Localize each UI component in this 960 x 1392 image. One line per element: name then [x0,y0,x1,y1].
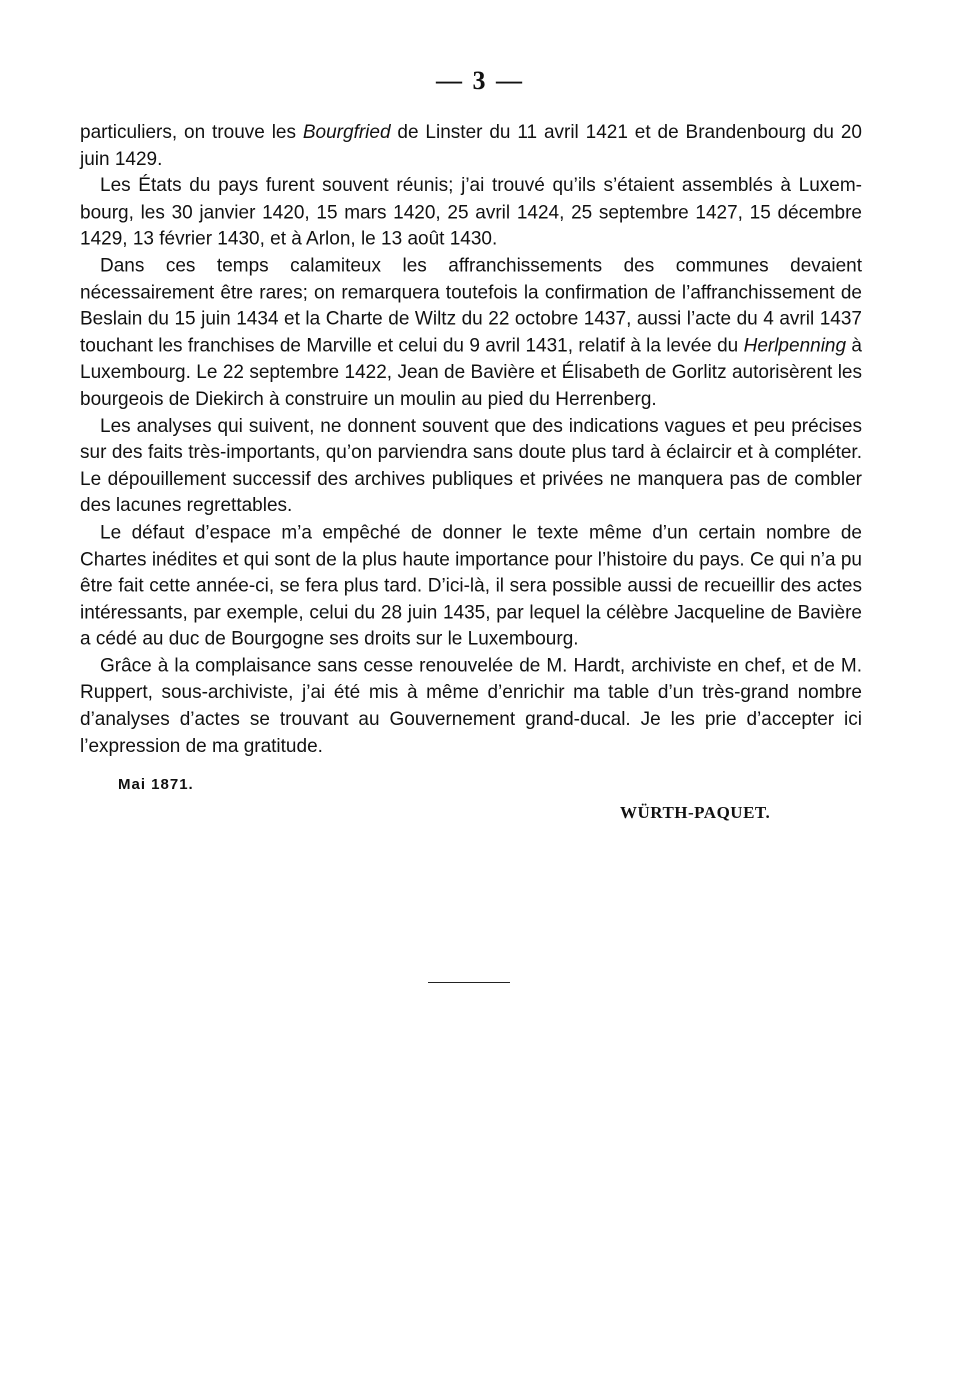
text-run: Dans ces temps calamiteux les affranchissements des communes devaient nécessairement être rares; on remarquera toutefois la confirmation de l’affranchissement de Beslain du 15 juin 1434 et la Charte de Wiltz du 22 octobre 1437, aussi l’acte du 4 avril 1437 touchant les franchises de Marville et celui du 9 avril 1431, relatif à la levée du [80,255,862,357]
paragraph-continuation [80,120,862,173]
dateline: Mai 1871. [118,776,194,793]
paragraph-chartes [80,520,862,653]
paragraph-affranchissements [80,253,862,413]
italic-term: Herlpenning [743,335,847,357]
text-run: Grâce à la complaisance sans cesse renouvelée de M. Hardt, archiviste en chef, et de M. Ruppert, sous-archiviste, j’ai été mis à même d’enrichir ma table d’un très-grand nombre d’analyses d’actes se trouvant au Gouvernement grand-ducal. Je les prie d’accepter ici l’expression de ma gratitude. [80,655,862,757]
body-text [80,120,862,760]
text-run: à Luxembourg. Le 22 septembre 1422, Jean de Bavière et Élisabeth de Gorlitz autorisèrent les bourgeois de Diekirch à construire un moulin au pied du Herrenberg. [80,335,862,410]
text-run: de Linster du 11 avril 1421 et de Brandenbourg du 20 juin 1429. [80,122,862,170]
closing-rule [428,982,510,983]
text-run: particuliers, on trouve les [80,122,303,144]
text-run: Les États du pays furent souvent réunis; j’ai trouvé qu’ils s’étaient assemblés à Luxem-bourg, les 30 janvier 1420, 15 mars 1420, 25 avril 1424, 25 septembre 1427, 15 décembre 1429, 13 février 1430, et à Arlon, le 13 août 1430. [80,175,862,250]
text-run: Le défaut d’espace m’a empêché de donner le texte même d’un certain nombre de Chartes inédites et qui sont de la plus haute importance pour l’histoire du pays. Ce qui n’a pu être fait cette année-ci, se fera plus tard. D’ici-là, il sera possible aussi de recueillir des actes intéressants, par exemple, celui du 28 juin 1435, par lequel la célèbre Jacqueline de Bavière a cédé au duc de Bourgogne ses droits sur le Luxembourg. [80,522,862,650]
italic-term: Bourgfried [302,122,391,144]
paragraph-remerciements [80,654,862,761]
author-signature: WÜRTH-PAQUET. [620,803,771,822]
page-number: — 3 — [436,66,524,95]
text-run: Les analyses qui suivent, ne donnent souvent que des indications vagues et peu précises sur des faits très-importants, qu’on parviendra sans doute plus tard à éclaircir et à compléter. Le dépouillement successif des archives publiques et privées ne manquera pas de combler des lacunes regrettables. [80,415,862,517]
paragraph-etats [80,173,862,253]
paragraph-analyses [80,413,862,520]
